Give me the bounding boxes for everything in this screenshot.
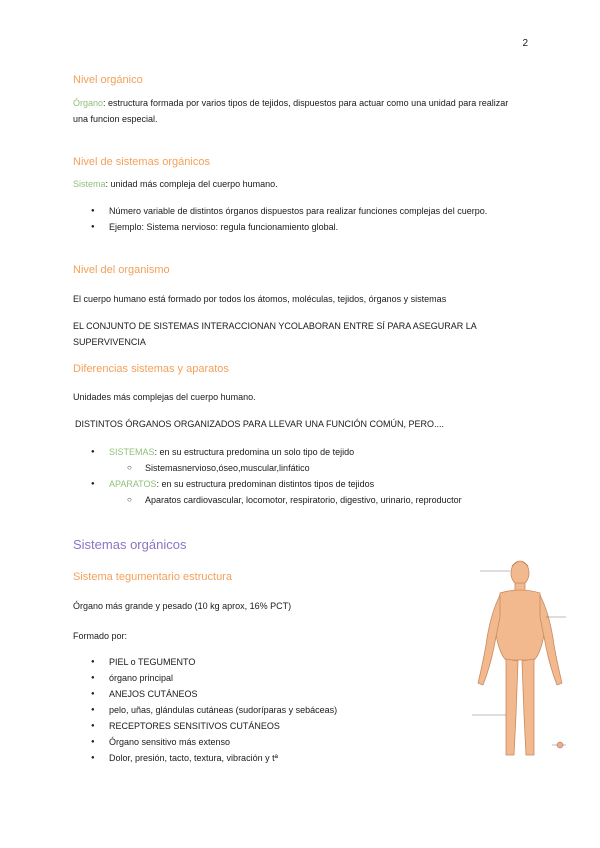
aparatos-sub-item: ○ Aparatos cardiovascular, locomotor, respiratorio, digestivo, urinario, reproductor: [145, 492, 545, 508]
organismo-paragraph-1: El cuerpo humano está formado por todos los átomos, moléculas, tejidos, órganos y sistemas: [73, 294, 447, 304]
human-body-illustration: [470, 555, 570, 760]
diferencias-paragraph-1: Unidades más complejas del cuerpo humano.: [73, 392, 256, 402]
heading-nivel-organismo: Nivel del organismo: [73, 264, 170, 276]
sistemas-bullet-list: [91, 203, 511, 235]
list-item: [91, 476, 531, 492]
heading-sistema-tegumentario: Sistema tegumentario estructura: [73, 571, 232, 583]
diferencias-paragraph-2: DISTINTOS ÓRGANOS ORGANIZADOS PARA LLEVAR UNA FUNCIÓN COMÚN, PERO....: [75, 419, 445, 429]
list-item: ● ANEJOS CUTÁNEOS: [91, 686, 461, 702]
sistemas-item: [91, 444, 531, 460]
list-item: ● RECEPTORES SENSITIVOS CUTÁNEOS: [91, 718, 461, 734]
tegumentario-paragraph-2: Formado por:: [73, 631, 128, 641]
organo-text: : estructura formada por varios tipos de tejidos, dispuestos para actuar como una unidad para realizar una funcion especial.: [73, 98, 509, 124]
list-item: ● Órgano sensitivo más extenso: [91, 734, 461, 750]
term-organo: Órgano: [73, 98, 104, 108]
list-item: ● pelo, uñas, glándulas cutáneas (sudoríparas y sebáceas): [91, 702, 461, 718]
sistema-text: : unidad más compleja del cuerpo humano.: [105, 179, 278, 189]
list-item: ● Número variable de distintos órganos dispuestos para realizar funciones complejas del cuerpo.: [91, 203, 511, 219]
term-sistema: Sistema: [73, 179, 106, 189]
organo-definition: [73, 95, 513, 127]
term-aparatos: APARATOS: [109, 479, 157, 489]
term-sistemas: SISTEMAS: [109, 447, 155, 457]
list-item: ● PIEL o TEGUMENTO: [91, 654, 461, 670]
heading-nivel-sistemas: Nivel de sistemas orgánicos: [73, 156, 210, 168]
sistemas-sub-item: ○ Sistemasnervioso,óseo,muscular,linfático: [145, 460, 310, 476]
list-item: [91, 444, 531, 460]
aparatos-text: : en su estructura predominan distintos tipos de tejidos: [156, 479, 375, 489]
list-item: ● órgano principal: [91, 670, 461, 686]
tegumentario-bullet-list: [91, 654, 461, 766]
tegumentario-paragraph-1: Órgano más grande y pesado (10 kg aprox, 16% PCT): [73, 601, 292, 611]
heading-sistemas-organicos: Sistemas orgánicos: [73, 537, 187, 552]
list-item: ● Dolor, presión, tacto, textura, vibración y tª: [91, 750, 461, 766]
page-number: 2: [522, 38, 528, 49]
heading-diferencias: Diferencias sistemas y aparatos: [73, 363, 229, 375]
organismo-paragraph-2: EL CONJUNTO DE SISTEMAS INTERACCIONAN YCOLABORAN ENTRE SÍ PARA ASEGURAR LA SUPERVIVENCIA: [73, 321, 477, 347]
list-item: ● Ejemplo: Sistema nervioso: regula funcionamiento global.: [91, 219, 511, 235]
heading-nivel-organico: Nivel orgánico: [73, 74, 143, 86]
aparatos-item: [91, 476, 531, 492]
sistemas-text: : en su estructura predomina un solo tipo de tejido: [154, 447, 355, 457]
sistema-definition: [73, 176, 513, 192]
